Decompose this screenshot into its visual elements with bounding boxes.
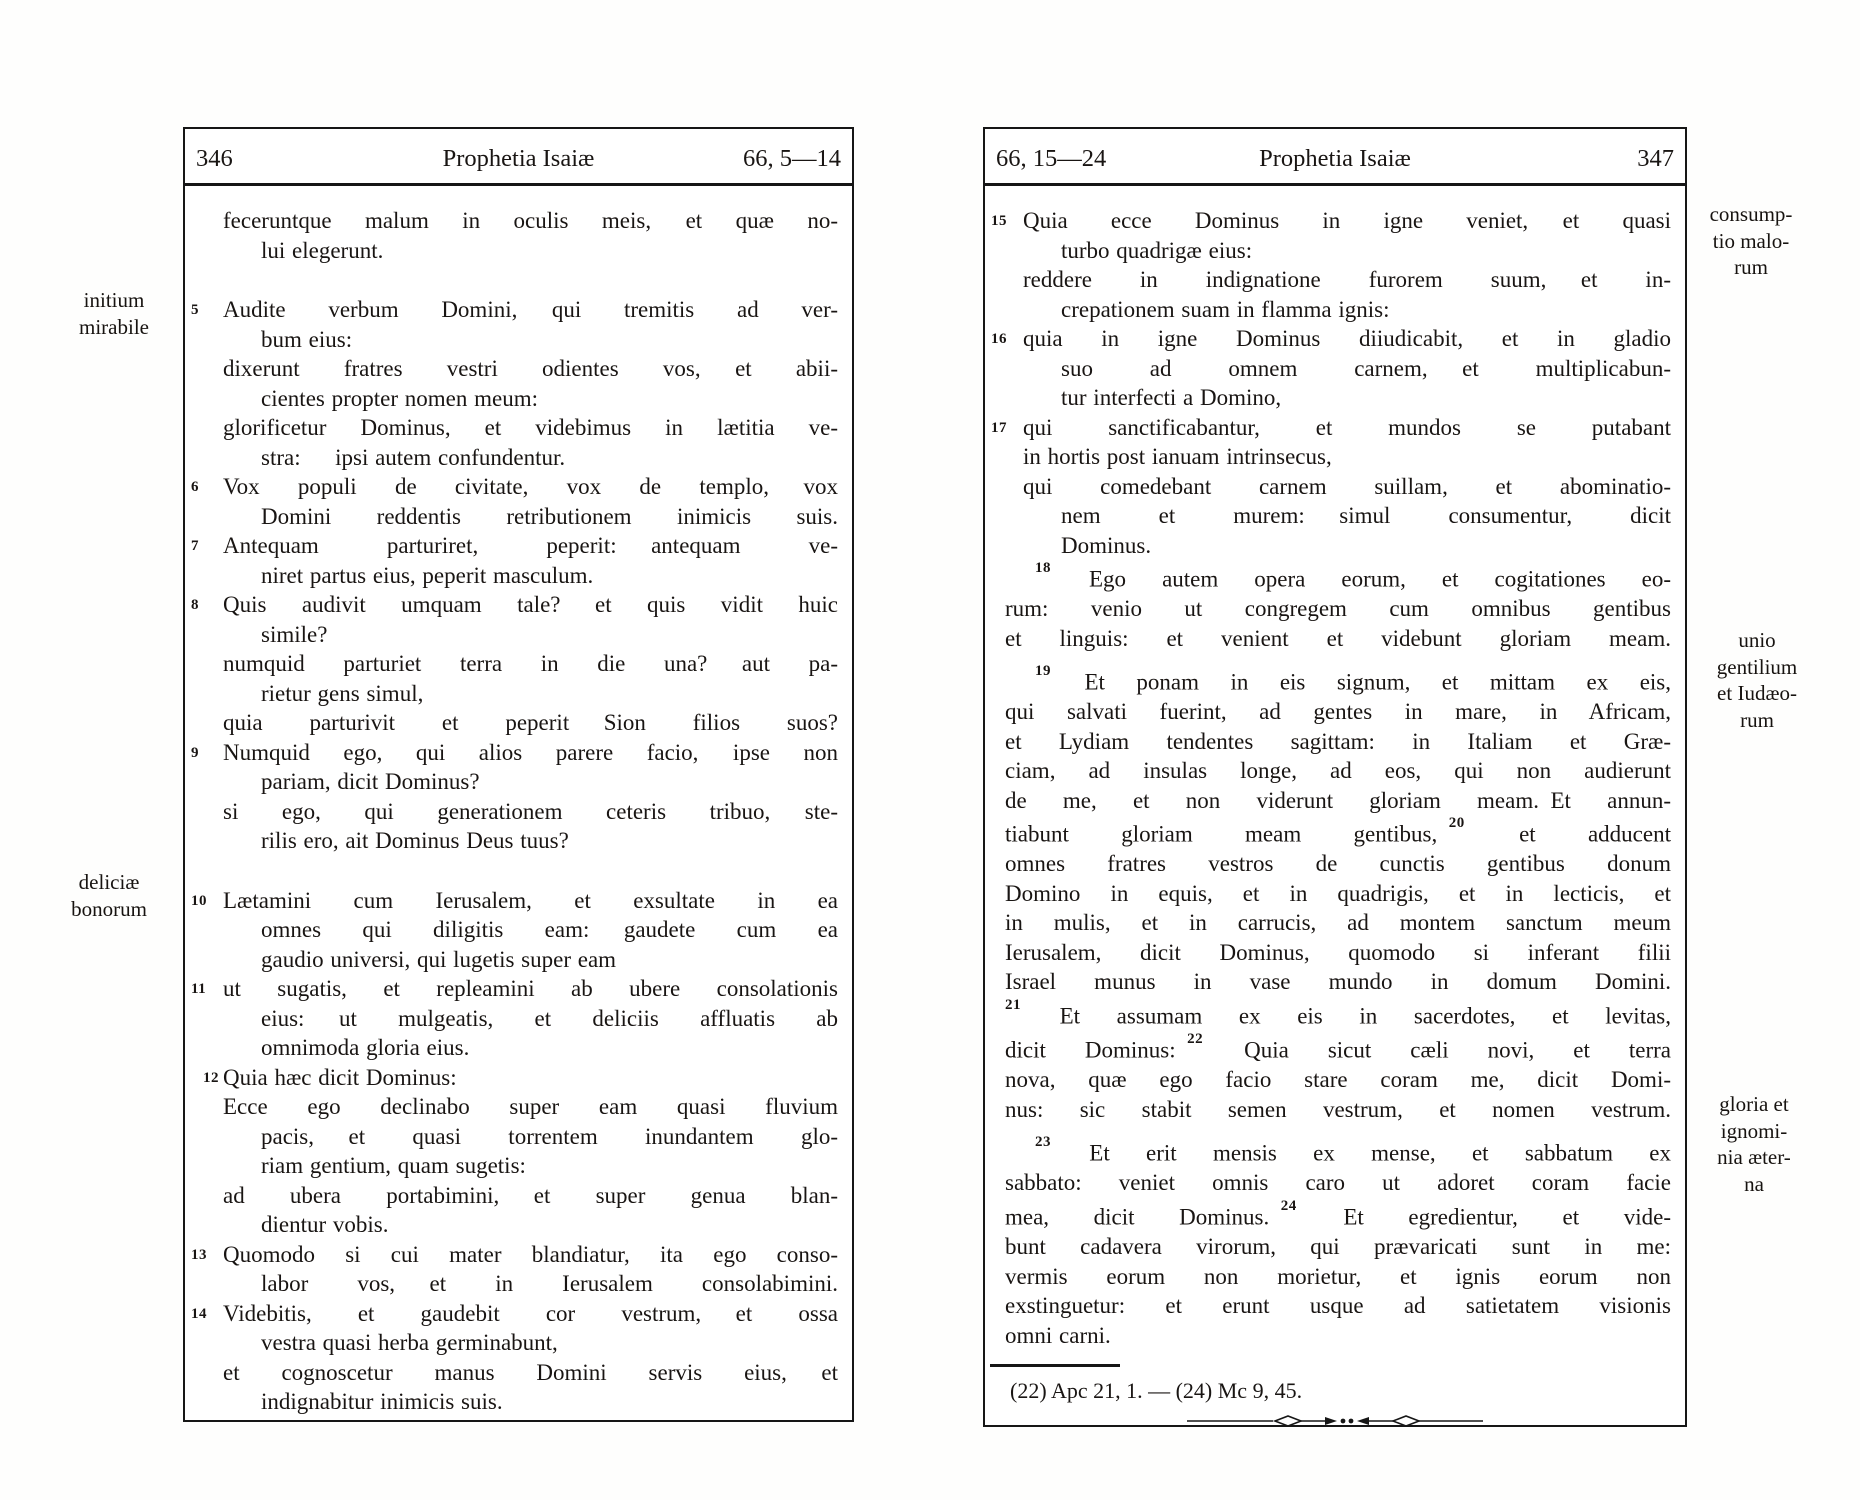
text-line: et linguis: et venient et videbunt gloriam meam. [1005,625,1671,651]
verse-number: 14 [191,1305,207,1322]
text-line: dixerunt fratres vestri odientes vos, et abii- [223,356,838,381]
page-number: 346 [196,145,233,172]
text-line: omni carni. [1005,1322,1111,1348]
margin-note-line: tio malo- [1712,228,1790,253]
text-line: rum: venio ut congregem cum omnibus gentibus [1005,596,1671,622]
text-line: vestra quasi herba germinabunt, [261,1330,558,1355]
text-line: $^{21}$ Et assumam ex eis in sacerdotes, et levitas, [1005,996,1671,1029]
text-line: mea, dicit Dominus. $^{24}$ Et egredientur, et vide- [1005,1197,1671,1230]
text-line: si ego, qui generationem ceteris tribuo, ste- [223,798,838,824]
verse-text-block [185,186,852,1417]
running-title: Prophetia Isaiæ [1259,145,1411,172]
margin-note-line: et Iudæo- [1717,681,1797,705]
verse-number: 21 [1005,996,1021,1013]
text-line: et cognoscetur manus Domini servis eius, et [223,1359,838,1385]
margin-note-line: rum [1740,707,1774,732]
text-line: in hortis post ianuam intrinsecus, [1023,444,1332,469]
verse-text-block [985,186,1685,1350]
text-line: $^{18}$ Ego autem opera eorum, et cogitationes eo- [1035,560,1671,592]
chapter-verse-range: 66, 15—24 [996,145,1107,172]
text-line: crepationem suam in flamma ignis: [1061,296,1390,322]
text-line: rilis ero, ait Dominus Deus tuus? [261,828,569,853]
text-line: qui salvati fuerint, ad gentes in mare, in Africam, [1005,699,1671,725]
footnote-rule [990,1364,1120,1367]
text-line: $^{19}$ Et ponam in eis signum, et mittam ex eis, [1035,663,1671,695]
text-line: omnes qui diligitis eam: gaudete cum ea [261,917,838,942]
text-line: numquid parturiet terra in die una? aut pa- [223,651,838,676]
chapter-verse-range: 66, 5—14 [743,145,841,172]
margin-note-line: deliciæ [78,870,140,894]
text-line: suo ad omnem carnem, et multiplicabun- [1061,355,1671,381]
margin-note-line: gloria et [1719,1092,1789,1116]
text-line: niret partus eius, peperit masculum. [261,562,594,588]
verse-line-7: 7 Antequam parturiret, peperit: antequam ve- [205,531,838,561]
text-line: omnes fratres vestros de cunctis gentibus donum [1005,851,1671,877]
margin-note-line: gentilium [1716,654,1798,679]
verse-number: 19 [1035,663,1051,680]
text-line: Dominus. [1061,532,1152,558]
text-line: bum eius: [261,326,353,352]
text-line: et Lydiam tendentes sagittam: in Italiam et Græ- [1005,728,1671,754]
text-line: bunt cadavera virorum, qui prævaricati sunt in me: [1005,1234,1671,1260]
text-line: Ierusalem, dicit Dominus, quomodo si inferant filii [1005,939,1671,965]
text-line: riam gentium, quam sugetis: [261,1153,526,1178]
running-title: Prophetia Isaiæ [442,145,595,172]
footnote-cross-references: (22) Apc 21, 1. — (24) Mc 9, 45. [1010,1378,1303,1404]
text-line: nova, quæ ego facio stare coram me, dicit Domi- [1005,1067,1671,1093]
text-line: pacis, et quasi torrentem inundantem glo- [261,1123,838,1149]
verse-number: 13 [191,1246,207,1263]
verse-line-9: 9 Numquid ego, qui alios parere facio, ipse non [205,738,838,768]
text-line: indignabitur inimicis suis. [261,1389,503,1414]
verse-number: 18 [1035,560,1051,576]
text-line: Ecce ego declinabo super eam quasi fluvium [223,1094,838,1119]
text-line: cientes propter nomen meum: [261,385,539,411]
verse-line-17: 17 qui sanctificabantur, et mundos se putabant [1005,413,1671,443]
text-line: Domini reddentis retributionem inimicis suis. [261,503,838,529]
text-line: Israel munus in vase mundo in domum Domini. [1005,969,1671,995]
text-line: lui elegerunt. [261,237,384,263]
tailpiece-divider-ornament-icon [985,1413,1685,1427]
page-right-header [985,129,1685,186]
verse-number: 16 [991,331,1007,347]
verse-number: 8 [191,597,199,613]
page-right [983,127,1687,1427]
verse-number: 20 [1448,815,1465,832]
margin-note-line: nia æter- [1717,1145,1791,1169]
margin-note-line: initium [83,288,145,312]
text-line: simile? [261,621,328,647]
text-line: labor vos, et in Ierusalem consolabimini. [261,1271,838,1296]
margin-note-line: bonorum [71,896,147,921]
text-line: exstinguetur: et erunt usque ad satietatem visionis [1005,1293,1671,1319]
text-line: reddere in indignatione furorem suum, et in- [1023,267,1671,292]
text-line: tur interfecti a Domino, [1061,385,1282,410]
page-left-header [185,129,852,186]
text-line: dicit Dominus: $^{22}$ Quia sicut cæli novi, et terra [1005,1031,1671,1063]
verse-number: 10 [191,892,207,909]
text-line: quia parturivit et peperit Sion filios suos? [223,710,838,735]
verse-number: 22 [1187,1031,1204,1048]
verse-number: 12 [203,1069,219,1086]
text-line: Domino in equis, et in quadrigis, et in lecticis, et [1005,880,1671,906]
verse-number: 15 [991,213,1007,229]
text-line: stra: ipsi autem confundentur. [261,444,566,470]
text-line: in mulis, et in carrucis, ad montem sanctum meum [1005,910,1671,936]
margin-note-unio-gentilium [1694,627,1820,733]
text-line: tiabunt gloriam meam gentibus, $^{20}$ et adducent [1005,815,1671,847]
text-line: dientur vobis. [261,1212,389,1237]
verse-line-8: 8 Quis audivit umquam tale? et quis vidit huic [205,590,838,620]
text-line: ad ubera portabimini, et super genua blan- [223,1182,838,1208]
margin-note-line: ignomi- [1720,1118,1788,1143]
verse-number: 23 [1035,1134,1051,1151]
verse-line-6: 6 Vox populi de civitate, vox de templo, vox [205,472,838,502]
margin-note-line: unio [1738,628,1776,652]
text-line: gaudio universi, qui lugetis super eam [261,946,617,972]
verse-line-11: 11 ut sugatis, et repleamini ab ubere consolationis [205,974,838,1004]
verse-line-14: 14 Videbitis, et gaudebit cor vestrum, et ossa [205,1299,838,1329]
verse-line-12: 12 Quia hæc dicit Dominus: [205,1063,838,1093]
verse-number: 24 [1280,1197,1297,1214]
verse-line-13: 13 Quomodo si cui mater blandiatur, ita ego conso- [205,1240,838,1270]
margin-note-line: na [1744,1171,1764,1196]
page-left [183,127,854,1422]
text-line: omnimoda gloria eius. [261,1035,470,1060]
verse-number: 5 [191,302,199,318]
verse-number: 6 [191,479,199,495]
text-line: turbo quadrigæ eius: [1061,237,1253,263]
text-line: vermis eorum non morietur, et ignis eorum non [1005,1263,1671,1289]
verse-line-10: 10 Lætamini cum Ierusalem, et exsultate in ea [205,886,838,916]
text-line: nem et murem: simul consumentur, dicit [1061,503,1671,528]
margin-note-line: consump- [1709,202,1793,226]
page-number: 347 [1637,145,1674,172]
text-line: pariam, dicit Dominus? [261,769,480,794]
text-line: eius: ut mulgeatis, et deliciis affluatis ab [261,1005,838,1031]
text-line: nus: sic stabit semen vestrum, et nomen vestrum. [1005,1096,1671,1122]
text-line: qui comedebant carnem suillam, et abominatio- [1023,473,1671,499]
verse-number: 11 [191,981,207,997]
verse-number: 7 [191,538,199,554]
margin-note-line: mirabile [79,314,149,339]
verse-number: 17 [991,419,1007,436]
text-line: rietur gens simul, [261,680,424,706]
verse-line-5: 5 Audite verbum Domini, qui tremitis ad ver- [205,295,838,325]
text-line: $^{23}$ Et erit mensis ex mense, et sabbatum ex [1035,1134,1671,1166]
margin-note-deliciae-bonorum [54,869,164,922]
verse-number: 9 [191,744,199,761]
text-line: sabbato: veniet omnis caro ut adoret coram facie [1005,1170,1671,1196]
text-line: feceruntque malum in oculis meis, et quæ no- [223,208,838,233]
margin-note-initium-mirabile [60,287,168,340]
margin-note-consumptio-malorum [1692,201,1810,281]
text-line: glorificetur Dominus, et videbimus in lætitia ve- [223,415,838,440]
text-line: ciam, ad insulas longe, ad eos, qui non audierunt [1005,758,1671,784]
verse-line-16: 16 quia in igne Dominus diiudicabit, et in gladio [1005,324,1671,354]
verse-line-15: 15 Quia ecce Dominus in igne veniet, et quasi [1005,206,1671,236]
margin-note-line: rum [1734,255,1768,279]
text-line: de me, et non viderunt gloriam meam. Et annun- [1005,787,1671,813]
margin-note-gloria-ignominia [1696,1091,1812,1197]
